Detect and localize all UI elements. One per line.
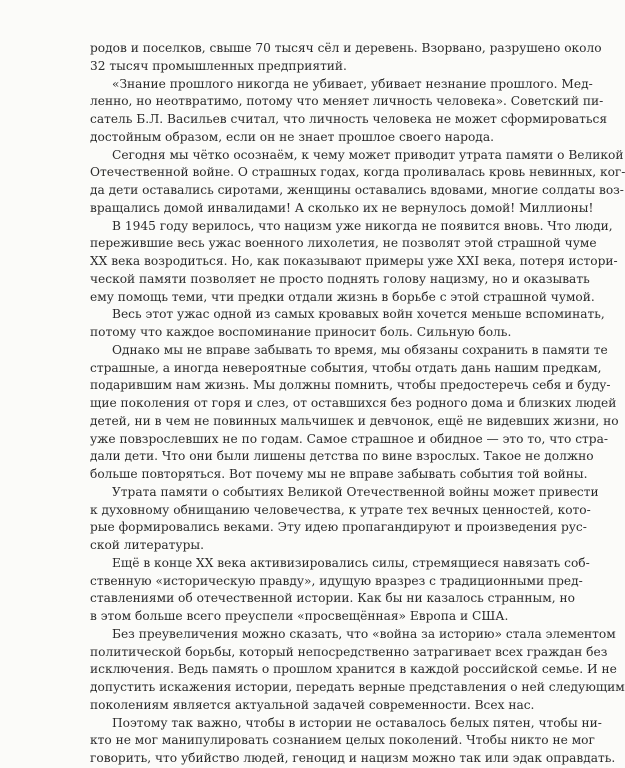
text-line: ской литературы. [90,538,204,552]
text-line: XX века возродиться. Но, как показывают примеры уже XXI века, потеря истори- [90,254,618,268]
text-line: потому что каждое воспоминание приносит боль. Сильную боль. [90,325,512,339]
paragraph [90,555,590,626]
text-line: страшные, а иногда невероятные события, чтобы отдать дань нашим предкам, [90,360,602,375]
text-line: уже повзрослевших не по годам. Самое страшное и обидное — это то, что стра- [90,431,608,446]
text-line: ческой памяти позволяет не просто поднять голову нацизму, но и оказывать [90,271,590,286]
text-line: Однако мы не вправе забывать то время, мы обязаны сохранить в памяти те [112,342,608,357]
paragraph [90,715,616,768]
text-line: детей, ни в чем не повинных мальчишек и девчонок, ещё не видевших жизни, но [90,413,619,428]
text-line: к духовному обнищанию человечества, к утрате тех вечных ценностей, кото- [90,502,591,517]
text-line: дали дети. Что они были лишены детства по вине взрослых. Такое не должно [90,449,594,464]
text-line: Отечественной войне. О страшных годах, когда проливалась кровь невинных, ког- [90,165,625,180]
text-line: пережившие весь ужас военного лихолетия, не позволят этой страшной чуме [90,236,597,251]
paragraph [90,218,618,307]
paragraph [90,342,619,484]
paragraph [90,147,625,218]
text-line: В 1945 году верилось, что нацизм уже никогда не появится вновь. Что люди, [112,218,613,233]
text-line: сатель Б.Л. Васильев считал, что личность человека не может сформироваться [90,112,608,126]
text-line: Без преувеличения можно сказать, что «война за историю» стала элементом [112,626,616,641]
text-line: ставлениями об отечественной истории. Как бы ни казалось странным, но [90,591,575,606]
paragraph [90,40,602,76]
text-line: ственную «историческую правду», идущую вразрез с традиционными пред- [90,573,583,588]
text-line: говорить, что убийство людей, геноцид и нацизм можно так или эдак оправдать. [90,751,616,765]
paragraph [90,626,625,715]
text-line: исключения. Ведь память о прошлом хранится в каждой российской семье. И не [90,662,617,677]
text-line: Утрата памяти о событиях Великой Отечественной войны может привести [112,484,599,499]
text-line: политической борьбы, который непосредственно затрагивает всех граждан без [90,644,608,659]
text-line: больше повторяться. Вот почему мы не вправе забывать события той войны. [90,467,588,481]
text-line: ему помощь теми, чти предки отдали жизнь в борьбе с этой страшной чумой. [90,289,595,304]
text-line: кто не мог манипулировать сознанием целых поколений. Чтобы никто не мог [90,733,595,748]
text-line: родов и поселков, свыше 70 тысяч сёл и деревень. Взорвано, разрушено около [90,41,602,55]
text-line: допустить искажения истории, передать верные представления о ней следующим [90,680,625,694]
text-line: поколениям является актуальной задачей современности. Всех нас. [90,697,535,712]
paragraph [90,306,605,342]
text-line: Ещё в конце XX века активизировались силы, стремящиеся навязать соб- [112,555,590,570]
text-line: Поэтому так важно, чтобы в истории не оставалось белых пятен, чтобы ни- [112,715,602,730]
text-line: да дети оставались сиротами, женщины оставались вдовами, многие солдаты воз- [90,183,624,197]
text-line: Весь этот ужас одной из самых кровавых войн хочется меньше вспоминать, [112,307,605,322]
text-line: рые формировались веками. Эту идею пропагандируют и произведения рус- [90,520,587,535]
text-line: Сегодня мы чётко осознаём, к чему может приводит утрата памяти о Великой [112,147,624,162]
paragraph [90,484,599,555]
text-line: достойным образом, если он не знает прошлое своего народа. [90,129,494,144]
text-line: щие поколения от горя и слез, от оставшихся без родного дома и близких людей [90,396,617,410]
text-line: подарившим нам жизнь. Мы должны помнить, чтобы предостеречь себя и буду- [90,378,611,393]
body-text [90,40,625,768]
text-line: «Знание прошлого никогда не убивает, убивает незнание прошлого. Мед- [112,76,593,91]
paragraph [90,76,608,147]
text-line: вращались домой инвалидами! А сколько их не вернулось домой! Миллионы! [90,200,594,215]
text-line: ленно, но неотвратимо, потому что меняет личность человека». Советский пи- [90,94,604,109]
text-line: 32 тысяч промышленных предприятий. [90,58,347,73]
text-line: в этом больше всего преуспели «просвещённая» Европа и США. [90,609,509,623]
